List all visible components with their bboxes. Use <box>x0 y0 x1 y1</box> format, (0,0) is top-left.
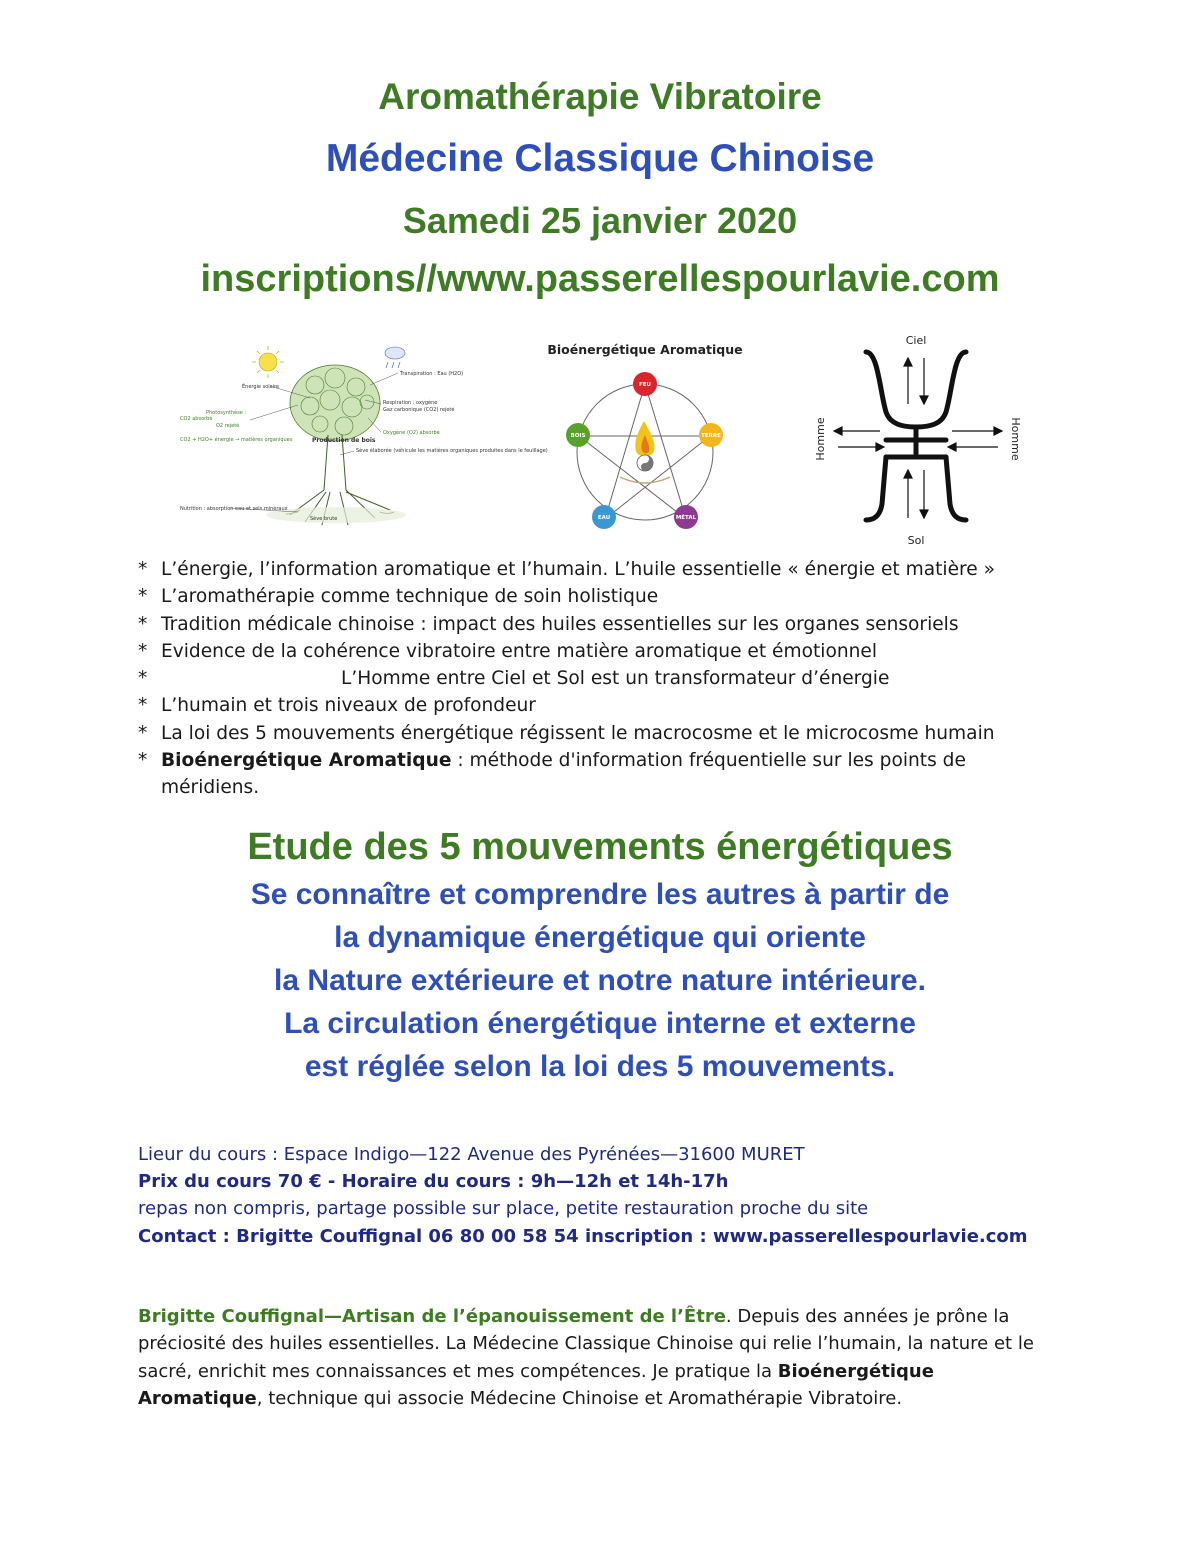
svg-text:MÉTAL: MÉTAL <box>675 515 697 521</box>
list-item: * L’Homme entre Ciel et Sol est un transformateur d’énergie <box>138 668 890 690</box>
title-aromatherapie: Aromathérapie Vibratoire <box>378 76 822 117</box>
tree-diagram <box>170 340 548 530</box>
list-item: * L’humain et trois niveaux de profondeur <box>138 695 536 717</box>
element-bois <box>566 423 590 447</box>
wheel-diagram <box>540 337 750 537</box>
title-medecine: Médecine Classique Chinoise <box>325 137 875 180</box>
tree-foliage <box>290 365 380 441</box>
section-line: Se connaître et comprendre les autres à partir de <box>250 878 950 911</box>
label-oxygene: Oxygène (O2) absorbé <box>383 430 440 436</box>
svg-text:BOIS: BOIS <box>570 433 586 439</box>
label-nutrition: Nutrition : absorption eau et sels minéraux <box>180 506 288 512</box>
section-line: est réglée selon la loi des 5 mouvements. <box>304 1050 896 1083</box>
label-sol: Sol <box>907 534 925 547</box>
section-line: la dynamique énergétique qui oriente <box>334 921 866 954</box>
label-energie: Énergie solaire <box>242 384 280 390</box>
hand-icon <box>620 477 670 483</box>
section-title: Etude des 5 mouvements énergétiques <box>247 826 953 868</box>
list-item: * Evidence de la cohérence vibratoire entre matière aromatique et émotionnel <box>138 640 877 662</box>
label-seve-elaboree: Sève élaborée (véhicule les matières organiques produites dans le feuillage) <box>356 448 548 454</box>
list-item: * Tradition médicale chinoise : impact des huiles essentielles sur les organes sensoriels <box>138 613 959 635</box>
list-item: * L’énergie, l’information aromatique et l’humain. L’huile essentielle « énergie et matière » <box>138 559 995 580</box>
wheel-title: Bioénergétique Aromatique <box>547 342 743 357</box>
element-terre <box>699 423 723 447</box>
list-item: * La loi des 5 mouvements énergétique régissent le macrocosme et le microcosme humain <box>138 722 995 744</box>
label-transpiration: Transpiration : Eau (H2O) <box>400 371 464 377</box>
section-line: la Nature extérieure et notre nature intérieure. <box>274 964 926 997</box>
cloud-icon <box>385 347 405 368</box>
man-symbol <box>866 352 966 520</box>
course-contact: Contact : Brigitte Couffignal 06 80 00 58 54 inscription : www.passerellespourlavie.com <box>138 1226 1028 1247</box>
bio-name: Brigitte Couffignal—Artisan de l’épanouissement de l’Être <box>138 1306 726 1327</box>
label-co2: Gaz carbonique (CO2) rejeté <box>383 407 455 413</box>
svg-text:TERRE: TERRE <box>701 433 721 439</box>
label-homme-right: Homme <box>1009 417 1022 461</box>
man-diagram <box>810 332 1030 550</box>
bullet-list <box>138 556 1038 802</box>
label-seve-brute: Sève brute <box>310 516 338 522</box>
yinyang-icon <box>637 455 653 471</box>
label-production: Production de bois <box>312 437 376 444</box>
list-item: * Bioénergétique Aromatique : méthode d'information fréquentielle sur les points de méridiens. <box>138 750 966 799</box>
element-feu <box>633 372 657 396</box>
label-ciel: Ciel <box>905 334 927 347</box>
label-o2: O2 rejeté <box>216 423 240 429</box>
flame-icon <box>635 421 654 456</box>
course-meals: repas non compris, partage possible sur place, petite restauration proche du site <box>138 1198 869 1219</box>
event-date: Samedi 25 janvier 2020 <box>402 200 798 241</box>
element-eau <box>592 505 616 529</box>
label-co2b: CO2 absorbé <box>180 416 213 422</box>
label-photosynthese: Photosynthèse : <box>206 410 247 416</box>
bio-paragraph: Brigitte Couffignal—Artisan de l’épanouissement de l’Être. Depuis des années je prône la préciosité des huiles essentielles. La Médecine Classique Chinoise qui relie l’humain, la nature et le sacré, enrichit mes connaissances et mes compétences. Je pratique la Bioénergétique Aromatique, technique qui associe Médecine Chinoise et Aromathérapie Vibratoire. <box>138 1306 1034 1409</box>
list-item: * L’aromathérapie comme technique de soin holistique <box>138 586 659 608</box>
label-respiration: Respiration : oxygène <box>383 400 438 406</box>
label-equation: CO2 + H2O+ énergie → matières organiques <box>180 437 293 443</box>
svg-text:FEU: FEU <box>639 382 651 388</box>
section-line: La circulation énergétique interne et externe <box>284 1007 916 1040</box>
label-homme-left: Homme <box>814 417 827 461</box>
inscriptions-url: inscriptions//www.passerellespourlavie.com <box>200 258 1000 300</box>
element-metal <box>674 505 698 529</box>
sun-icon <box>252 346 284 378</box>
svg-text:EAU: EAU <box>597 515 611 521</box>
course-price: Prix du cours 70 € - Horaire du cours : 9h—12h et 14h-17h <box>138 1171 729 1192</box>
course-location: Lieur du cours : Espace Indigo—122 Avenue des Pyrénées—31600 MURET <box>138 1144 805 1165</box>
